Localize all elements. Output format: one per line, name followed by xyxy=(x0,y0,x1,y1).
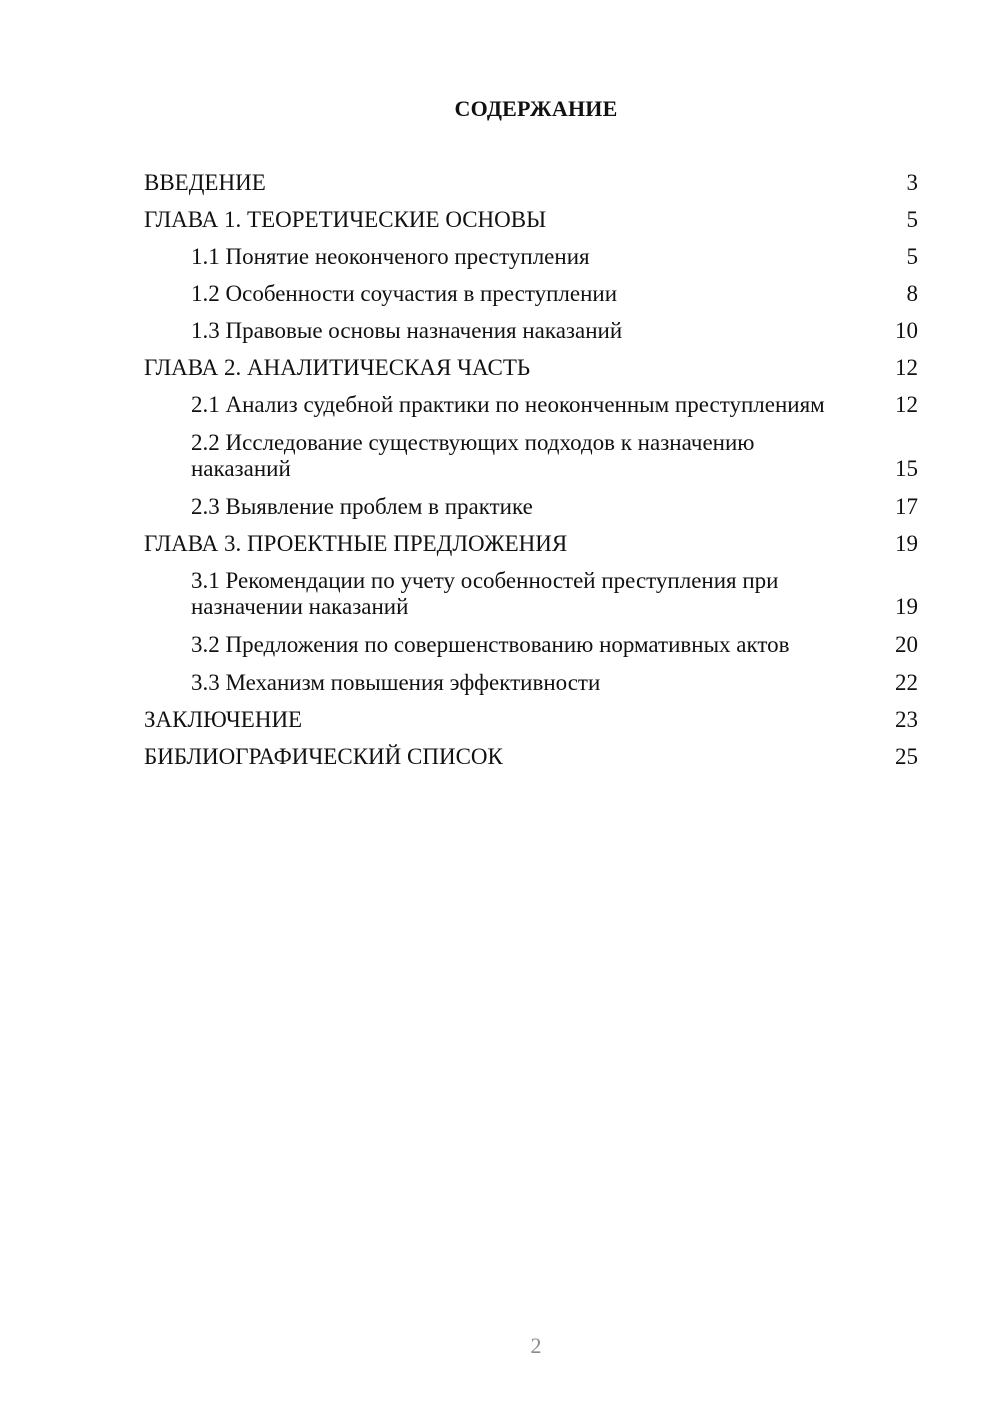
toc-entry-page: 10 xyxy=(895,318,918,343)
toc-entry-page: 19 xyxy=(895,594,918,619)
toc-entry-text: ВВЕДЕНИЕ xyxy=(144,170,266,195)
toc-entry-text: 1.3 Правовые основы назначения наказаний xyxy=(191,318,623,343)
toc-entry-page: 25 xyxy=(895,744,918,769)
toc-entry-bibliography[interactable] xyxy=(144,744,918,770)
toc-entry-page: 5 xyxy=(906,244,918,269)
toc-entry-text: 1.1 Понятие неоконченого преступления xyxy=(191,244,590,269)
toc-entry-page: 3 xyxy=(906,170,918,195)
toc-entry-section-3-3[interactable] xyxy=(144,670,918,696)
toc-entry-text: БИБЛИОГРАФИЧЕСКИЙ СПИСОК xyxy=(144,744,503,769)
toc-entry-section-2-1[interactable] xyxy=(144,392,918,418)
toc-entry-text: 3.1 Рекомендации по учету особенностей преступления при назначении наказаний xyxy=(191,568,779,619)
toc-entry-text: 3.3 Механизм повышения эффективности xyxy=(191,670,601,695)
toc-entry-text: ГЛАВА 3. ПРОЕКТНЫЕ ПРЕДЛОЖЕНИЯ xyxy=(144,531,568,556)
toc-entry-chapter-2[interactable] xyxy=(144,355,918,381)
toc-entry-chapter-3[interactable] xyxy=(144,531,918,557)
toc-entry-section-1-2[interactable] xyxy=(144,281,918,307)
toc-entry-text: 1.2 Особенности соучастия в преступлении xyxy=(191,281,618,306)
toc-entry-conclusion[interactable] xyxy=(144,707,918,733)
toc-entry-text: 2.1 Анализ судебной практики по неоконченным преступлениям xyxy=(191,392,825,417)
page-number: 2 xyxy=(530,1333,542,1358)
toc-entry-page: 12 xyxy=(895,392,918,417)
toc-entry-page: 8 xyxy=(906,281,918,306)
toc-entry-page: 15 xyxy=(895,456,918,481)
toc-entry-page: 20 xyxy=(895,632,918,657)
toc-entry-page: 22 xyxy=(895,670,918,695)
toc-entry-section-1-1[interactable] xyxy=(144,244,918,270)
toc-entry-chapter-1[interactable] xyxy=(144,207,918,233)
toc-entry-text: ГЛАВА 1. ТЕОРЕТИЧЕСКИЕ ОСНОВЫ xyxy=(144,207,547,232)
toc-entry-text: 3.2 Предложения по совершенствованию нормативных актов xyxy=(191,632,790,657)
toc-entry-page: 5 xyxy=(906,207,918,232)
toc-entry-section-2-2[interactable] xyxy=(144,430,918,482)
toc-entry-introduction[interactable] xyxy=(144,170,918,196)
toc-entry-page: 23 xyxy=(895,707,918,732)
toc-entry-section-2-3[interactable] xyxy=(144,494,918,520)
page-title: СОДЕРЖАНИЕ xyxy=(454,96,618,121)
toc-entry-page: 19 xyxy=(895,531,918,556)
toc-entry-section-3-1[interactable] xyxy=(144,568,918,620)
toc-entry-text: ЗАКЛЮЧЕНИЕ xyxy=(144,707,303,732)
toc-entry-section-3-2[interactable] xyxy=(144,632,918,658)
toc-entry-page: 12 xyxy=(895,355,918,380)
toc-entry-page: 17 xyxy=(895,494,918,519)
toc-entry-text: ГЛАВА 2. АНАЛИТИЧЕСКАЯ ЧАСТЬ xyxy=(144,355,531,380)
toc-entry-text: 2.2 Исследование существующих подходов к назначению наказаний xyxy=(191,430,755,481)
toc-entry-text: 2.3 Выявление проблем в практике xyxy=(191,494,533,519)
table-of-contents xyxy=(144,170,918,781)
toc-entry-section-1-3[interactable] xyxy=(144,318,918,344)
